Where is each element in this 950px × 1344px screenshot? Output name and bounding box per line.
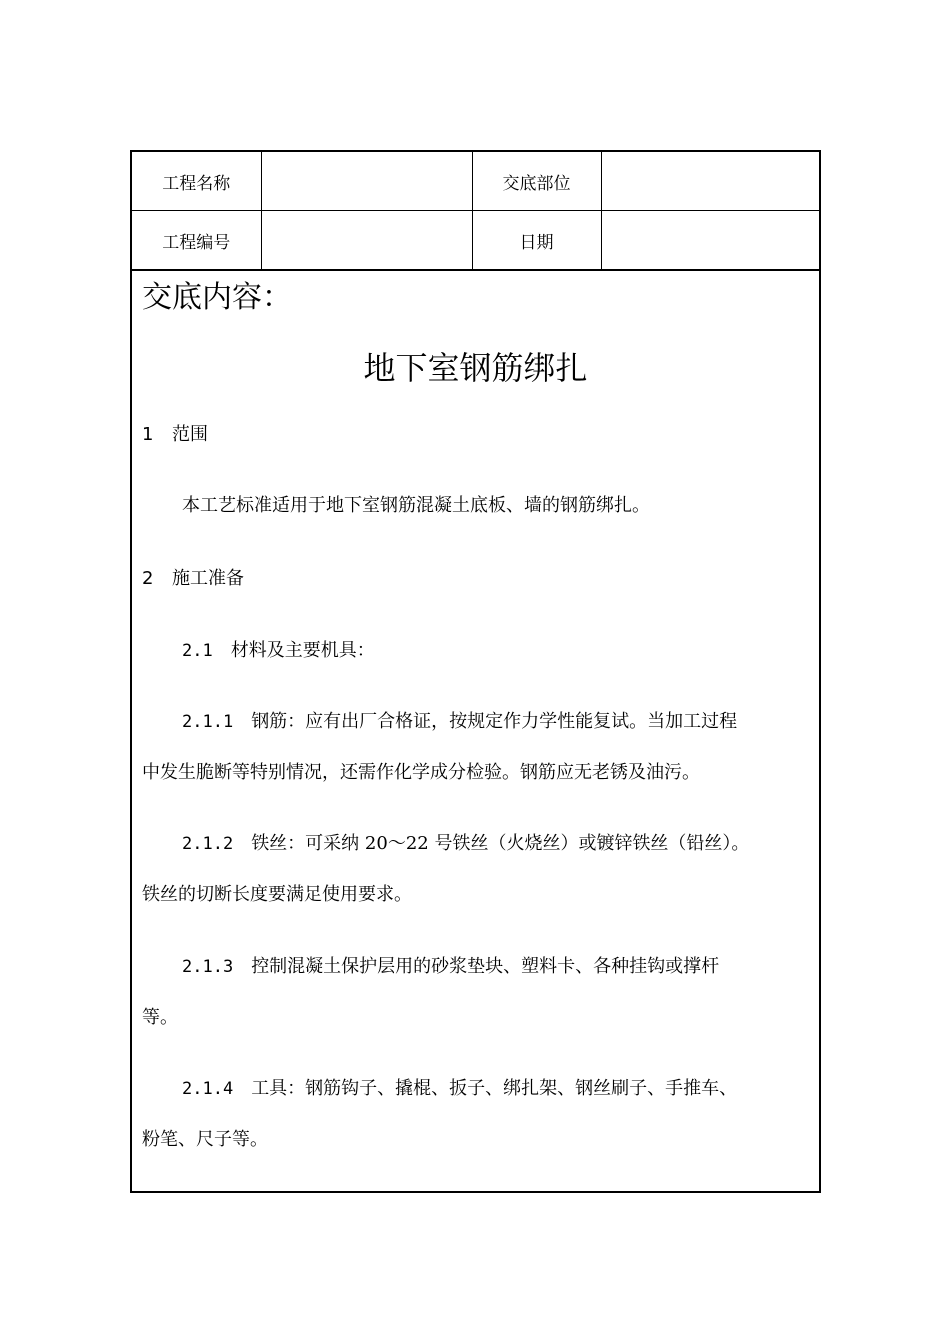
paragraph-2-1-4-line-1 <box>182 1076 737 1102</box>
clause-number: 2.1 <box>182 641 213 661</box>
project-name-field[interactable] <box>261 152 472 211</box>
header-row-2 <box>132 211 819 271</box>
disclosure-part-field[interactable] <box>601 152 819 211</box>
paragraph-2-1-4-line-2: 粉笔、尺子等。 <box>142 1129 268 1150</box>
paragraph-2-1-3-line-2: 等。 <box>142 1007 178 1028</box>
header-row-1 <box>132 152 819 211</box>
project-no-label: 工程编号 <box>132 211 261 271</box>
clause-text: 材料及主要机具： <box>230 640 375 661</box>
paragraph-2-1-1-line-1 <box>182 709 737 735</box>
project-name-label: 工程名称 <box>132 152 261 211</box>
clause-text: 钢筋：应有出厂合格证，按规定作力学性能复试。当加工过程 <box>251 711 738 732</box>
clause-text: 铁丝：可采纳 20～22 号铁丝（火烧丝）或镀锌铁丝（铅丝）。 <box>251 833 750 854</box>
paragraph-2-1-1-line-2: 中发生脆断等特别情况，还需作化学成分检验。钢筋应无老锈及油污。 <box>142 762 700 783</box>
clause-number: 2.1.4 <box>182 1079 234 1099</box>
disclosure-form <box>130 150 821 1193</box>
header-table <box>132 152 819 271</box>
section-title: 施工准备 <box>172 568 244 589</box>
clause-number: 2.1.1 <box>182 712 234 732</box>
clause-text: 控制混凝土保护层用的砂浆垫块、塑料卡、各种挂钩或撑杆 <box>251 956 720 977</box>
clause-number: 2.1.3 <box>182 957 234 977</box>
disclosure-content <box>132 272 819 1191</box>
paragraph-2-1-2-line-2: 铁丝的切断长度要满足使用要求。 <box>142 884 412 905</box>
document-title: 地下室钢筋绑扎 <box>363 349 588 387</box>
paragraph-2-1-3-line-1 <box>182 954 719 980</box>
scope-paragraph: 本工艺标准适用于地下室钢筋混凝土底板、墙的钢筋绑扎。 <box>182 495 650 516</box>
section-number: 2 <box>142 568 154 589</box>
project-no-field[interactable] <box>261 211 472 271</box>
paragraph-2-1-2-line-1 <box>182 831 749 857</box>
date-label: 日期 <box>472 211 601 271</box>
paragraph-2-1 <box>182 638 375 664</box>
section-heading-preparation <box>142 566 244 592</box>
section-number: 1 <box>142 424 154 445</box>
clause-text: 工具：钢筋钩子、撬棍、扳子、绑扎架、钢丝刷子、手推车、 <box>251 1078 738 1099</box>
section-title: 范围 <box>172 424 208 445</box>
date-field[interactable] <box>601 211 819 271</box>
section-heading-scope <box>142 422 208 448</box>
content-heading: 交底内容： <box>142 280 292 315</box>
clause-number: 2.1.2 <box>182 834 234 854</box>
disclosure-part-label: 交底部位 <box>472 152 601 211</box>
